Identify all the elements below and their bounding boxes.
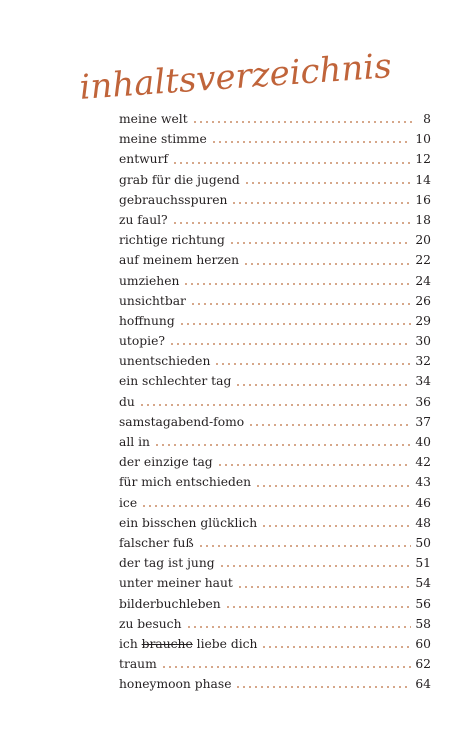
toc-entry[interactable] <box>119 432 431 452</box>
toc-entry-title: unentschieden <box>119 354 211 369</box>
toc-entry-title: der einzige tag <box>119 455 213 470</box>
toc-page-number: 56 <box>415 596 431 611</box>
toc-dot-leader <box>179 323 412 325</box>
toc-entry-title: auf meinem herzen <box>119 253 240 268</box>
table-of-contents <box>119 109 431 694</box>
toc-page-number: 48 <box>415 515 431 530</box>
toc-entry[interactable] <box>119 472 431 492</box>
toc-page-number: 14 <box>415 172 431 187</box>
toc-heading <box>0 38 471 118</box>
toc-entry[interactable] <box>119 533 431 553</box>
toc-entry-title: samstagabend-fomo <box>119 414 245 429</box>
toc-entry-title: zu besuch <box>119 616 182 631</box>
toc-entry-title: meine welt <box>119 112 188 126</box>
toc-page-number: 46 <box>415 495 431 510</box>
toc-dot-leader <box>161 666 412 668</box>
toc-dot-leader <box>244 182 412 184</box>
toc-entry[interactable] <box>119 614 431 634</box>
toc-page-number: 34 <box>415 374 431 389</box>
toc-entry[interactable] <box>119 311 431 331</box>
toc-dot-leader <box>261 525 411 527</box>
toc-entry[interactable] <box>119 452 431 472</box>
toc-page-number: 40 <box>415 435 431 449</box>
toc-page-number: 36 <box>415 394 431 409</box>
toc-dot-leader <box>243 263 411 265</box>
toc-entry-title: utopie? <box>119 334 165 349</box>
toc-entry[interactable] <box>119 513 431 533</box>
toc-dot-leader <box>172 162 411 164</box>
toc-entry-title: ein bisschen glücklich <box>119 515 258 530</box>
toc-dot-leader <box>154 444 411 446</box>
toc-dot-leader <box>231 202 411 204</box>
toc-page-number: 30 <box>415 334 431 349</box>
toc-dot-leader <box>225 606 412 608</box>
toc-dot-leader <box>190 303 411 305</box>
toc-entry-title: zu faul? <box>119 212 168 227</box>
toc-dot-leader <box>169 343 411 345</box>
toc-entry[interactable] <box>119 170 431 190</box>
toc-entry[interactable] <box>119 210 431 230</box>
toc-dot-leader <box>248 424 411 426</box>
toc-dot-leader <box>198 545 412 547</box>
toc-entry-title: richtige richtung <box>119 233 225 248</box>
toc-page-number: 16 <box>415 192 431 207</box>
toc-entry-title: unter meiner haut <box>119 576 233 591</box>
toc-dot-leader <box>237 586 412 588</box>
toc-entry-title: grab für die jugend <box>119 172 240 187</box>
toc-heading-text: inhaltsverzeichnis <box>77 46 393 108</box>
toc-entry[interactable] <box>119 331 431 351</box>
toc-dot-leader <box>235 384 411 386</box>
toc-entry[interactable] <box>119 553 431 573</box>
toc-page-number: 37 <box>415 414 431 429</box>
toc-entry[interactable] <box>119 674 431 694</box>
toc-entry-title-part: ich <box>119 636 142 651</box>
toc-entry[interactable] <box>119 573 431 593</box>
toc-entry[interactable] <box>119 392 431 412</box>
toc-entry-title: du <box>119 394 135 409</box>
toc-page-number: 18 <box>415 212 431 227</box>
toc-dot-leader <box>192 121 413 123</box>
toc-dot-leader <box>219 565 412 567</box>
toc-entry-title: hoffnung <box>119 313 175 328</box>
toc-heading-lettering <box>76 38 396 118</box>
toc-page-number: 42 <box>415 455 431 470</box>
toc-entry-title: umziehen <box>119 273 180 288</box>
toc-page-number: 12 <box>415 152 431 167</box>
toc-page-number: 10 <box>415 132 431 147</box>
toc-page-number: 8 <box>423 112 431 126</box>
toc-page-number: 20 <box>415 233 431 248</box>
toc-entry-title: all in <box>119 435 150 449</box>
toc-entry[interactable] <box>119 371 431 391</box>
toc-page-number: 60 <box>415 636 431 651</box>
toc-page-number: 51 <box>415 556 431 571</box>
toc-entry[interactable] <box>119 129 431 149</box>
toc-entry-title: gebrauchsspuren <box>119 192 228 207</box>
toc-dot-leader <box>172 222 412 224</box>
toc-page-number: 54 <box>415 576 431 591</box>
toc-entry-title: traum <box>119 657 157 672</box>
toc-page-number: 64 <box>415 677 431 692</box>
toc-dot-leader <box>183 283 411 285</box>
toc-entry-title: für mich entschieden <box>119 475 252 490</box>
toc-dot-leader <box>139 404 412 406</box>
toc-entry[interactable] <box>119 271 431 291</box>
toc-page-number: 43 <box>415 475 431 490</box>
toc-entry-title: ice <box>119 495 138 510</box>
toc-entry[interactable] <box>119 250 431 270</box>
toc-entry-title: bilderbuchleben <box>119 596 221 611</box>
toc-entry[interactable] <box>119 654 431 674</box>
toc-dot-leader <box>186 626 412 628</box>
toc-entry[interactable] <box>119 149 431 169</box>
toc-entry[interactable] <box>119 412 431 432</box>
toc-page-number: 62 <box>415 657 431 672</box>
toc-entry-title: der tag ist jung <box>119 556 215 571</box>
toc-page-number: 29 <box>415 313 431 328</box>
toc-dot-leader <box>217 464 412 466</box>
toc-entry[interactable] <box>119 291 431 311</box>
toc-entry[interactable] <box>119 351 431 371</box>
toc-entry[interactable] <box>119 493 431 513</box>
toc-entry-title: unsichtbar <box>119 293 186 308</box>
toc-entry[interactable] <box>119 190 431 210</box>
toc-entry-title: meine stimme <box>119 132 207 147</box>
toc-entry-title: entwurf <box>119 152 169 167</box>
toc-dot-leader <box>261 646 411 648</box>
toc-entry-title: honeymoon phase <box>119 677 232 692</box>
toc-entry-struck-word: brauche <box>141 636 193 651</box>
toc-entry-title-part: liebe dich <box>192 636 258 651</box>
toc-page-number: 58 <box>415 616 431 631</box>
toc-dot-leader <box>141 505 411 507</box>
toc-page-number: 26 <box>415 293 431 308</box>
toc-page-number: 22 <box>415 253 431 268</box>
toc-dot-leader <box>235 686 411 688</box>
toc-page-number: 24 <box>415 273 431 288</box>
toc-dot-leader <box>229 242 412 244</box>
toc-page-number: 50 <box>415 535 431 550</box>
toc-page-number: 32 <box>415 354 431 369</box>
toc-entry[interactable] <box>119 230 431 250</box>
toc-entry-title: falscher fuß <box>119 535 194 550</box>
toc-entry[interactable] <box>119 634 431 654</box>
toc-entry[interactable] <box>119 594 431 614</box>
toc-dot-leader <box>255 485 411 487</box>
toc-entry-title <box>119 634 257 654</box>
toc-dot-leader <box>214 363 411 365</box>
toc-entry-title: ein schlechter tag <box>119 374 232 389</box>
toc-entry[interactable] <box>119 109 431 129</box>
toc-dot-leader <box>211 141 412 143</box>
